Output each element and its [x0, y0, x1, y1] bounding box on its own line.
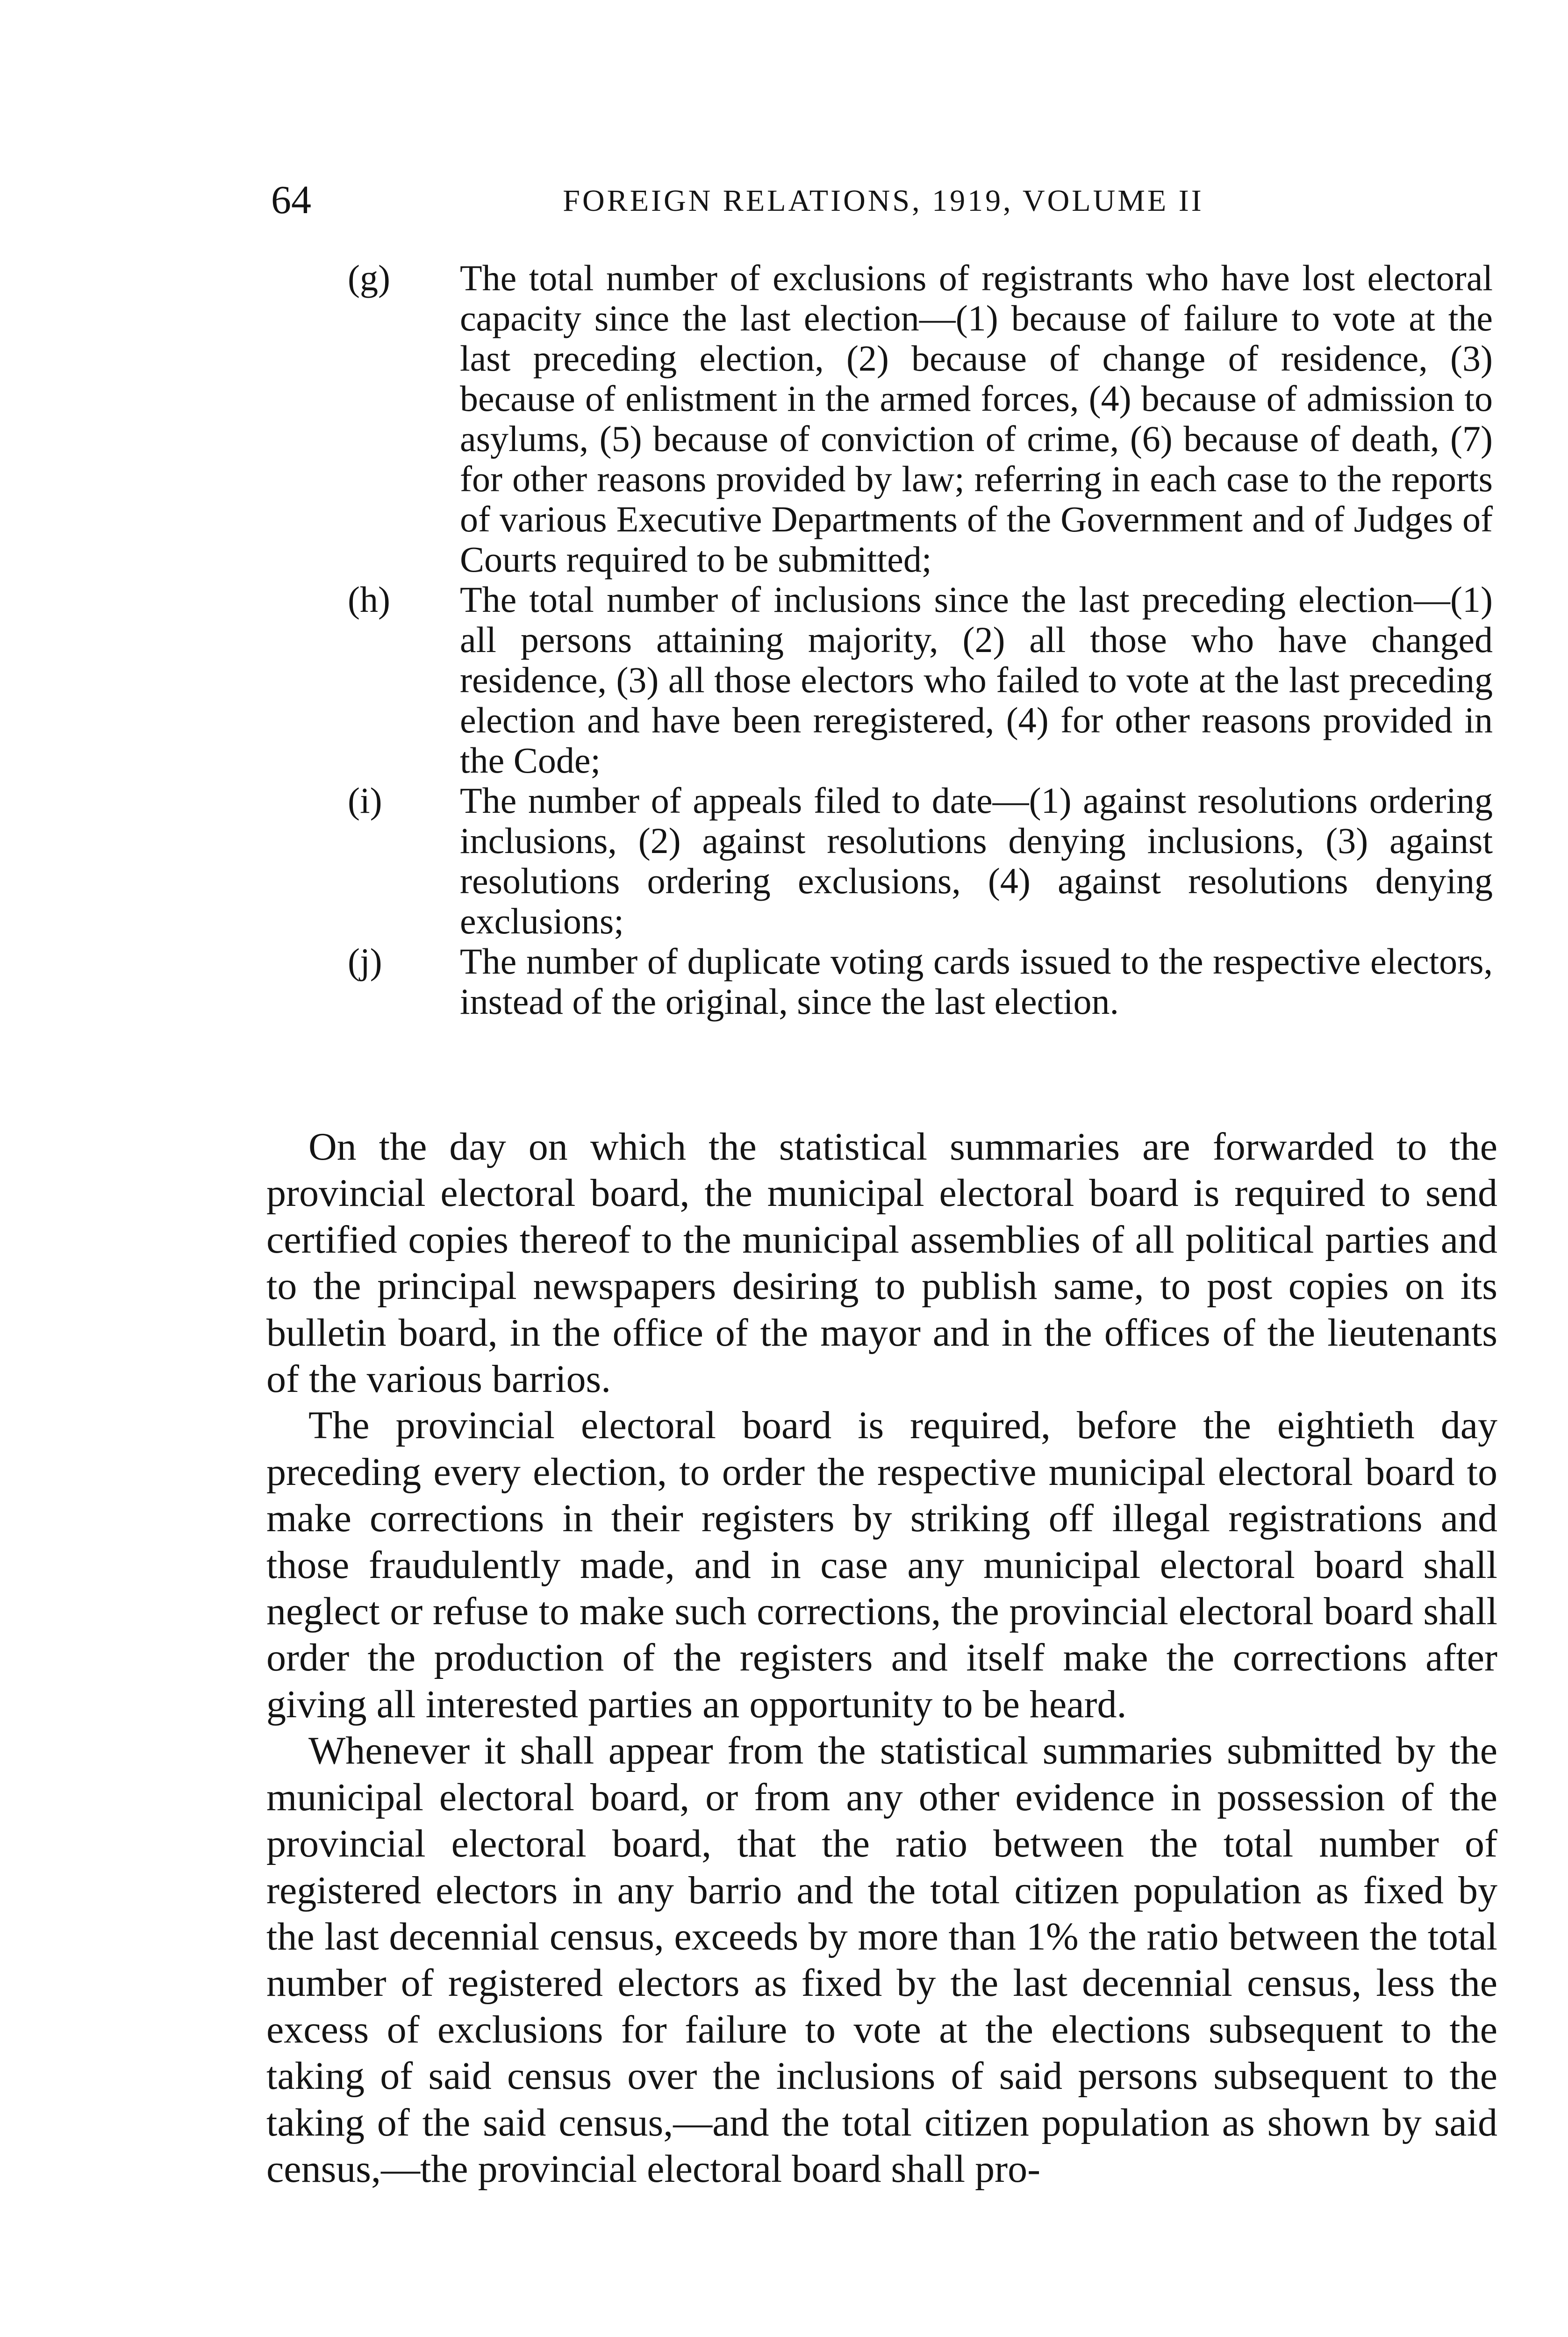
list-item-h [348, 580, 1493, 781]
body-text [266, 1124, 1497, 2192]
item-marker: (h) [348, 579, 390, 620]
item-marker: (i) [348, 780, 382, 821]
list-item-j [348, 941, 1493, 1022]
item-marker: (g) [348, 258, 390, 298]
item-marker: (j) [348, 941, 382, 982]
paragraph: Whenever it shall appear from the statistical summaries submitted by the municipal electoral board, or from any other evidence in possession of the provincial electoral board, that the ratio between the total number of registered electors in any barrio and the total citizen population as fixed by the last decennial census, exceeds by more than 1% the ratio between the total number of registered electors as fixed by the last decennial census, less the excess of exclusions for failure to vote at the elections subsequent to the taking of said census over the inclusions of said persons subsequent to the taking of the said census,—and the total citizen population as shown by said census,—the provincial electoral board shall pro- [266, 1729, 1497, 2191]
item-text: The number of appeals filed to date—(1) against resolutions ordering inclusions, (2) against resolutions denying inclusions, (3) against resolutions ordering exclusions, (4) against resolutions denying exclusions; [460, 780, 1493, 941]
item-text: The total number of exclusions of registrants who have lost electoral capacity since the last election—(1) because of failure to vote at the last preceding election, (2) because of change of residence, (3) because of enlistment in the armed forces, (4) because of admission to asylums, (5) because of conviction of crime, (6) because of death, (7) for other reasons provided by law; referring in each case to the reports of various Executive Departments of the Government and of Judges of Courts required to be submitted; [460, 258, 1493, 580]
page-header [271, 174, 1496, 230]
list-item-g [348, 258, 1493, 580]
paragraph: On the day on which the statistical summaries are forwarded to the provincial electoral board, the municipal electoral board is required to send certified copies thereof to the municipal assemblies of all political parties and to the principal newspapers desiring to publish same, to post copies on its bulletin board, in the office of the mayor and in the offices of the lieutenants of the various barrios. [266, 1125, 1497, 1401]
enumerated-list [348, 258, 1493, 1022]
page-number: 64 [271, 177, 311, 222]
list-item-i [348, 781, 1493, 941]
running-head: FOREIGN RELATIONS, 1919, VOLUME II [563, 184, 1204, 218]
paragraph: The provincial electoral board is required, before the eightieth day preceding every election, to order the respective municipal electoral board to make corrections in their registers by striking off illegal registrations and those fraudulently made, and in case any municipal electoral board shall neglect or refuse to make such corrections, the provincial electoral board shall order the production of the registers and itself make the corrections after giving all interested parties an opportunity to be heard. [266, 1404, 1497, 1726]
item-text: The total number of inclusions since the last preceding election—(1) all persons attaining majority, (2) all those who have changed residence, (3) all those electors who failed to vote at the last preceding election and have been reregistered, (4) for other reasons provided in the Code; [460, 579, 1493, 781]
item-text: The number of duplicate voting cards issued to the respective electors, instead of the original, since the last election. [460, 941, 1493, 1022]
